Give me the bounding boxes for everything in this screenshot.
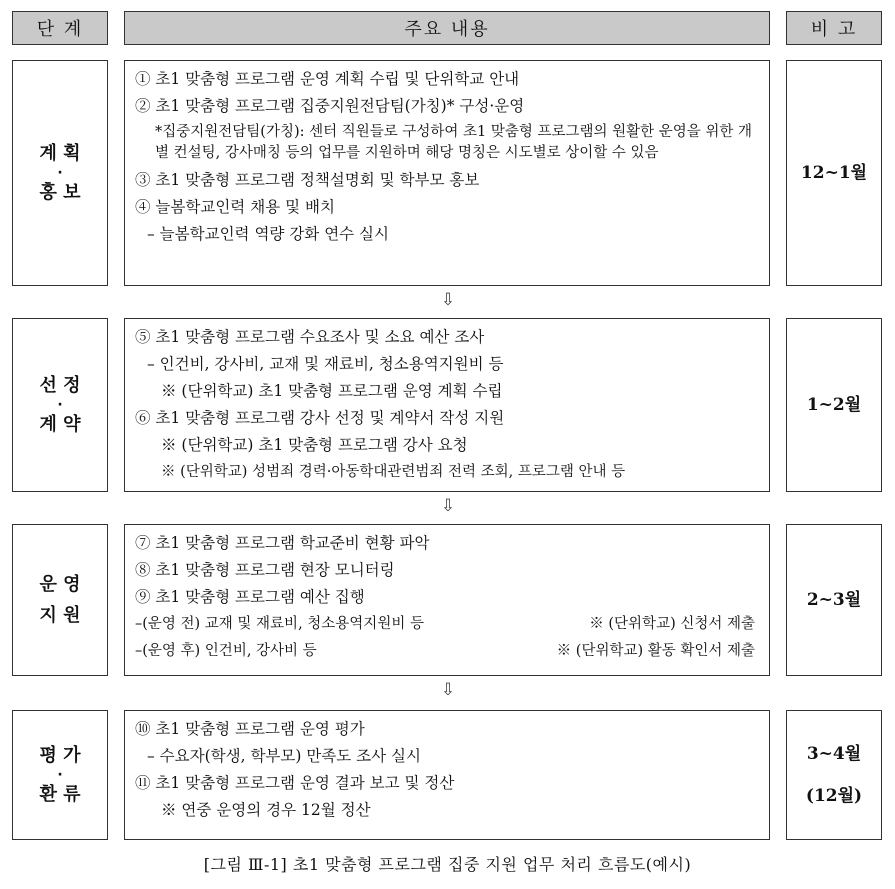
content-note-line: ※ (단위학교) 성범죄 경력·아동학대관련범죄 전력 조회, 프로그램 안내 등 [161,464,626,480]
content-split-line [135,611,763,638]
stage-label-bottom: 홍 보 [39,182,81,203]
period-label: 1~2월 [806,395,862,415]
stage-separator: · [57,767,63,783]
content-line: ③ 초1 맞춤형 프로그램 정책설명회 및 학부모 홍보 [135,171,480,189]
period-label: 12~1월 [800,163,868,183]
stage-cell-operate [12,524,108,676]
stage-label-bottom: 환 류 [39,784,81,805]
content-line: ⑧ 초1 맞춤형 프로그램 현장 모니터링 [135,561,395,579]
period-label: 3~4월 [806,744,862,764]
content-line: ⑥ 초1 맞춤형 프로그램 강사 선정 및 계약서 작성 지원 [135,409,505,427]
split-left-text: –(운영 후) 인건비, 강사비 등 [135,643,317,659]
stage-label-top: 계 획 [39,143,81,164]
content-line: ⑦ 초1 맞춤형 프로그램 학교준비 현황 파악 [135,534,430,552]
flow-arrow-icon: ⇩ [440,290,456,310]
stage-label-bottom: 지 원 [39,605,81,626]
content-subline: – 인건비, 강사비, 교재 및 재료비, 청소용역지원비 등 [147,355,504,373]
stage-separator: · [57,165,63,181]
note-cell-plan [786,60,882,286]
stage-label-top: 선 정 [39,375,81,396]
split-left-text: –(운영 전) 교재 및 재료비, 청소용역지원비 등 [135,616,424,632]
period-label-secondary: (12월) [805,786,863,806]
header-stage: 단 계 [12,11,108,45]
content-subline: – 늘봄학교인력 역량 강화 연수 실시 [147,225,390,243]
stage-cell-evaluate [12,710,108,840]
content-line: ⑨ 초1 맞춤형 프로그램 예산 집행 [135,588,365,606]
flow-arrow-icon: ⇩ [440,680,456,700]
stage-label-top: 평 가 [39,745,81,766]
header-note: 비 고 [786,11,882,45]
content-line: ⑤ 초1 맞춤형 프로그램 수요조사 및 소요 예산 조사 [135,328,485,346]
content-line: ① 초1 맞춤형 프로그램 운영 계획 수립 및 단위학교 안내 [135,70,520,88]
content-cell-select [124,318,770,492]
stage-label-top: 운 영 [39,574,81,595]
period-label: 2~3월 [806,590,862,610]
content-line: ⑩ 초1 맞춤형 프로그램 운영 평가 [135,720,365,738]
content-line: ⑪ 초1 맞춤형 프로그램 운영 결과 보고 및 정산 [135,774,455,792]
stage-cell-plan [12,60,108,286]
note-cell-operate [786,524,882,676]
content-cell-operate [124,524,770,676]
content-split-line [135,638,763,665]
content-subline: – 수요자(학생, 학부모) 만족도 조사 실시 [147,747,422,765]
stage-separator: · [57,397,63,413]
flow-arrow-icon: ⇩ [440,496,456,516]
content-note-line: ※ 연중 운영의 경우 12월 정산 [161,801,371,819]
note-cell-select [786,318,882,492]
content-line: ② 초1 맞춤형 프로그램 집중지원전담팀(가칭)* 구성·운영 [135,97,525,115]
content-note-line: ※ (단위학교) 초1 맞춤형 프로그램 운영 계획 수립 [161,382,503,400]
split-right-text: ※ (단위학교) 신청서 제출 [589,616,755,632]
content-footnote: *집중지원전담팀(가칭): 센터 직원들로 구성하여 초1 맞춤형 프로그램의 원활한 운영을 위한 개별 컨설팅, 강사매칭 등의 업무를 지원하며 해당 명칭은 시도별로 상이할 수 있음 [155,124,753,161]
split-right-text: ※ (단위학교) 활동 확인서 제출 [556,643,755,659]
stage-cell-select [12,318,108,492]
content-cell-evaluate [124,710,770,840]
content-line: ④ 늘봄학교인력 채용 및 배치 [135,198,335,216]
figure-caption: [그림 Ⅲ-1] 초1 맞춤형 프로그램 집중 지원 업무 처리 흐름도(예시) [203,855,692,874]
content-note-line: ※ (단위학교) 초1 맞춤형 프로그램 강사 요청 [161,436,468,454]
header-content: 주요 내용 [124,11,770,45]
content-cell-plan [124,60,770,286]
note-cell-evaluate [786,710,882,840]
stage-label-bottom: 계 약 [39,414,81,435]
